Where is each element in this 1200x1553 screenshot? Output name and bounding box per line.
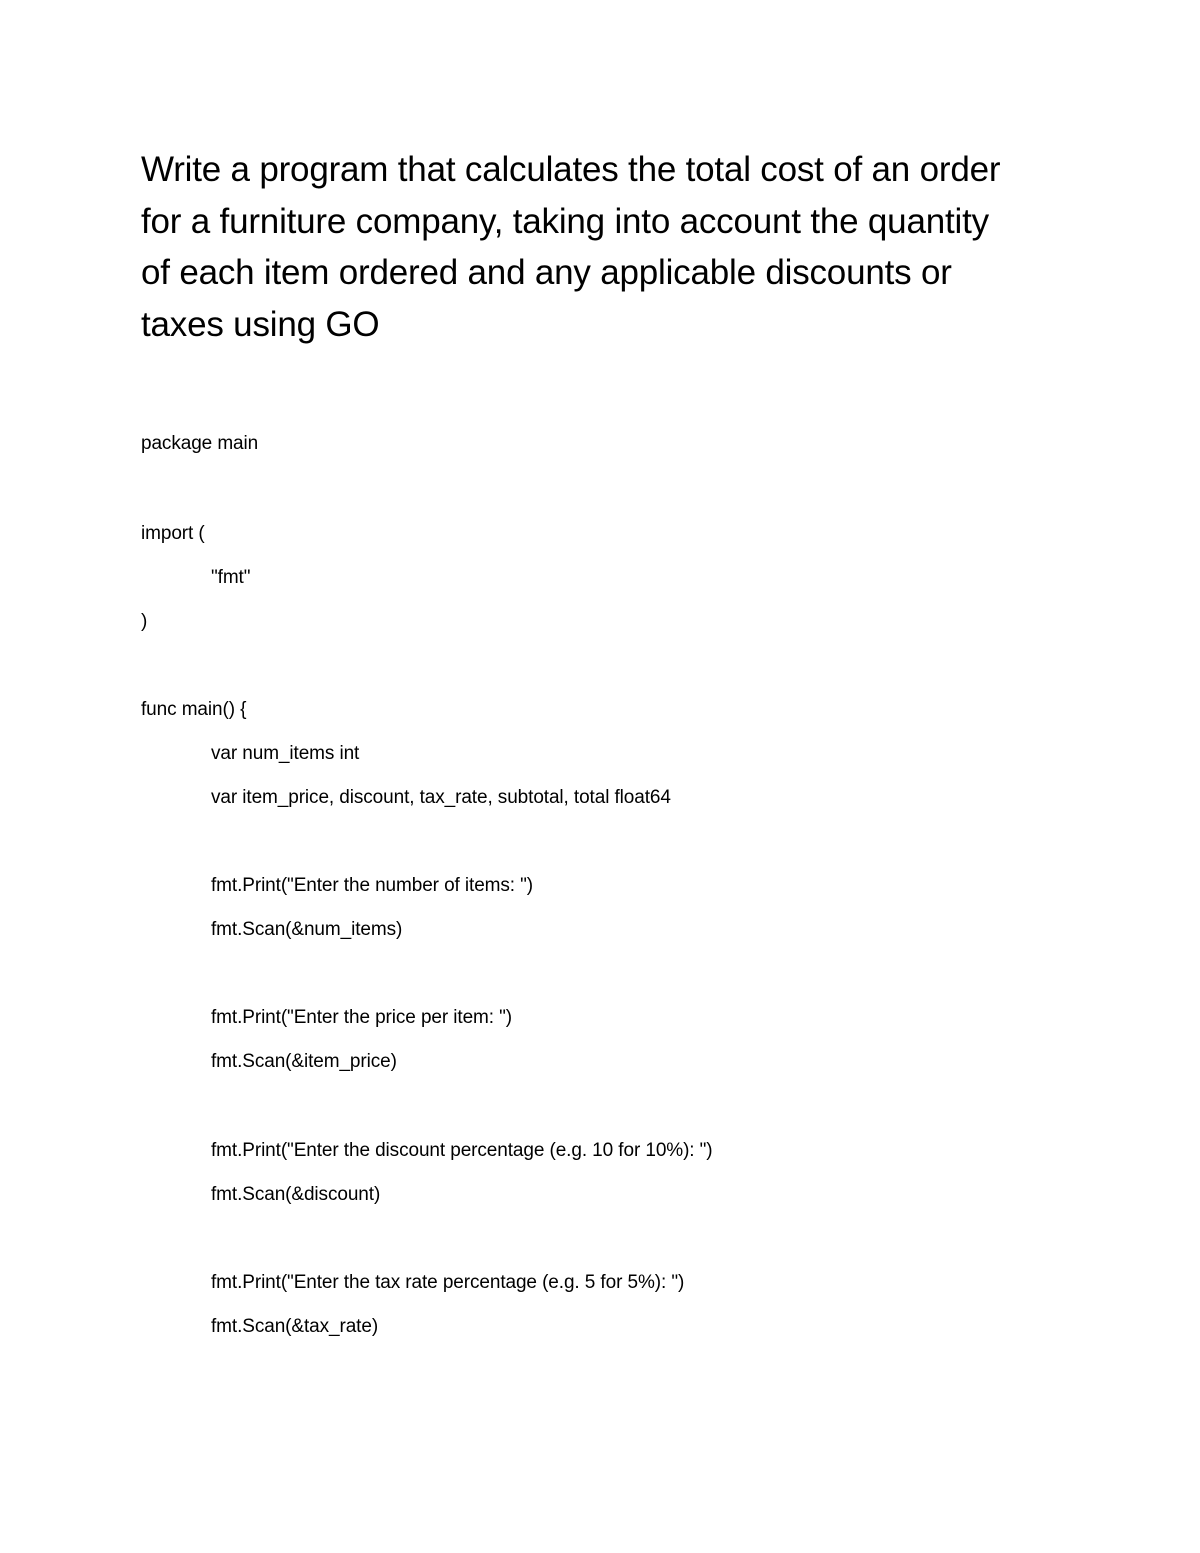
code-line-print-price: fmt.Print("Enter the price per item: ") bbox=[211, 1007, 513, 1028]
heading-line: taxes using GO bbox=[141, 304, 380, 344]
code-line-scan-price: fmt.Scan(&item_price) bbox=[211, 1051, 397, 1072]
code-line-import-close: ) bbox=[141, 611, 148, 632]
code-line-scan-items: fmt.Scan(&num_items) bbox=[211, 919, 403, 940]
heading-line: Write a program that calculates the total cost of an order bbox=[141, 150, 1001, 189]
code-line-print-tax: fmt.Print("Enter the tax rate percentage (e.g. 5 for 5%): ") bbox=[211, 1272, 685, 1293]
code-line-scan-discount: fmt.Scan(&discount) bbox=[211, 1184, 381, 1205]
code-line-scan-tax: fmt.Scan(&tax_rate) bbox=[211, 1316, 379, 1337]
code-line-var-floats: var item_price, discount, tax_rate, subtotal, total float64 bbox=[211, 787, 671, 808]
heading-line: for a furniture company, taking into account the quantity bbox=[141, 201, 989, 241]
code-line-package: package main bbox=[141, 433, 259, 454]
question-heading bbox=[141, 144, 1081, 350]
code-line-import-fmt: "fmt" bbox=[211, 567, 251, 588]
code-line-var-num-items: var num_items int bbox=[211, 743, 360, 764]
code-line-func-main: func main() { bbox=[141, 699, 247, 720]
code-line-print-discount: fmt.Print("Enter the discount percentage (e.g. 10 for 10%): ") bbox=[211, 1140, 713, 1161]
heading-line: of each item ordered and any applicable discounts or bbox=[141, 253, 952, 292]
code-line-import-open: import ( bbox=[141, 523, 205, 544]
code-line-print-items: fmt.Print("Enter the number of items: ") bbox=[211, 875, 534, 896]
